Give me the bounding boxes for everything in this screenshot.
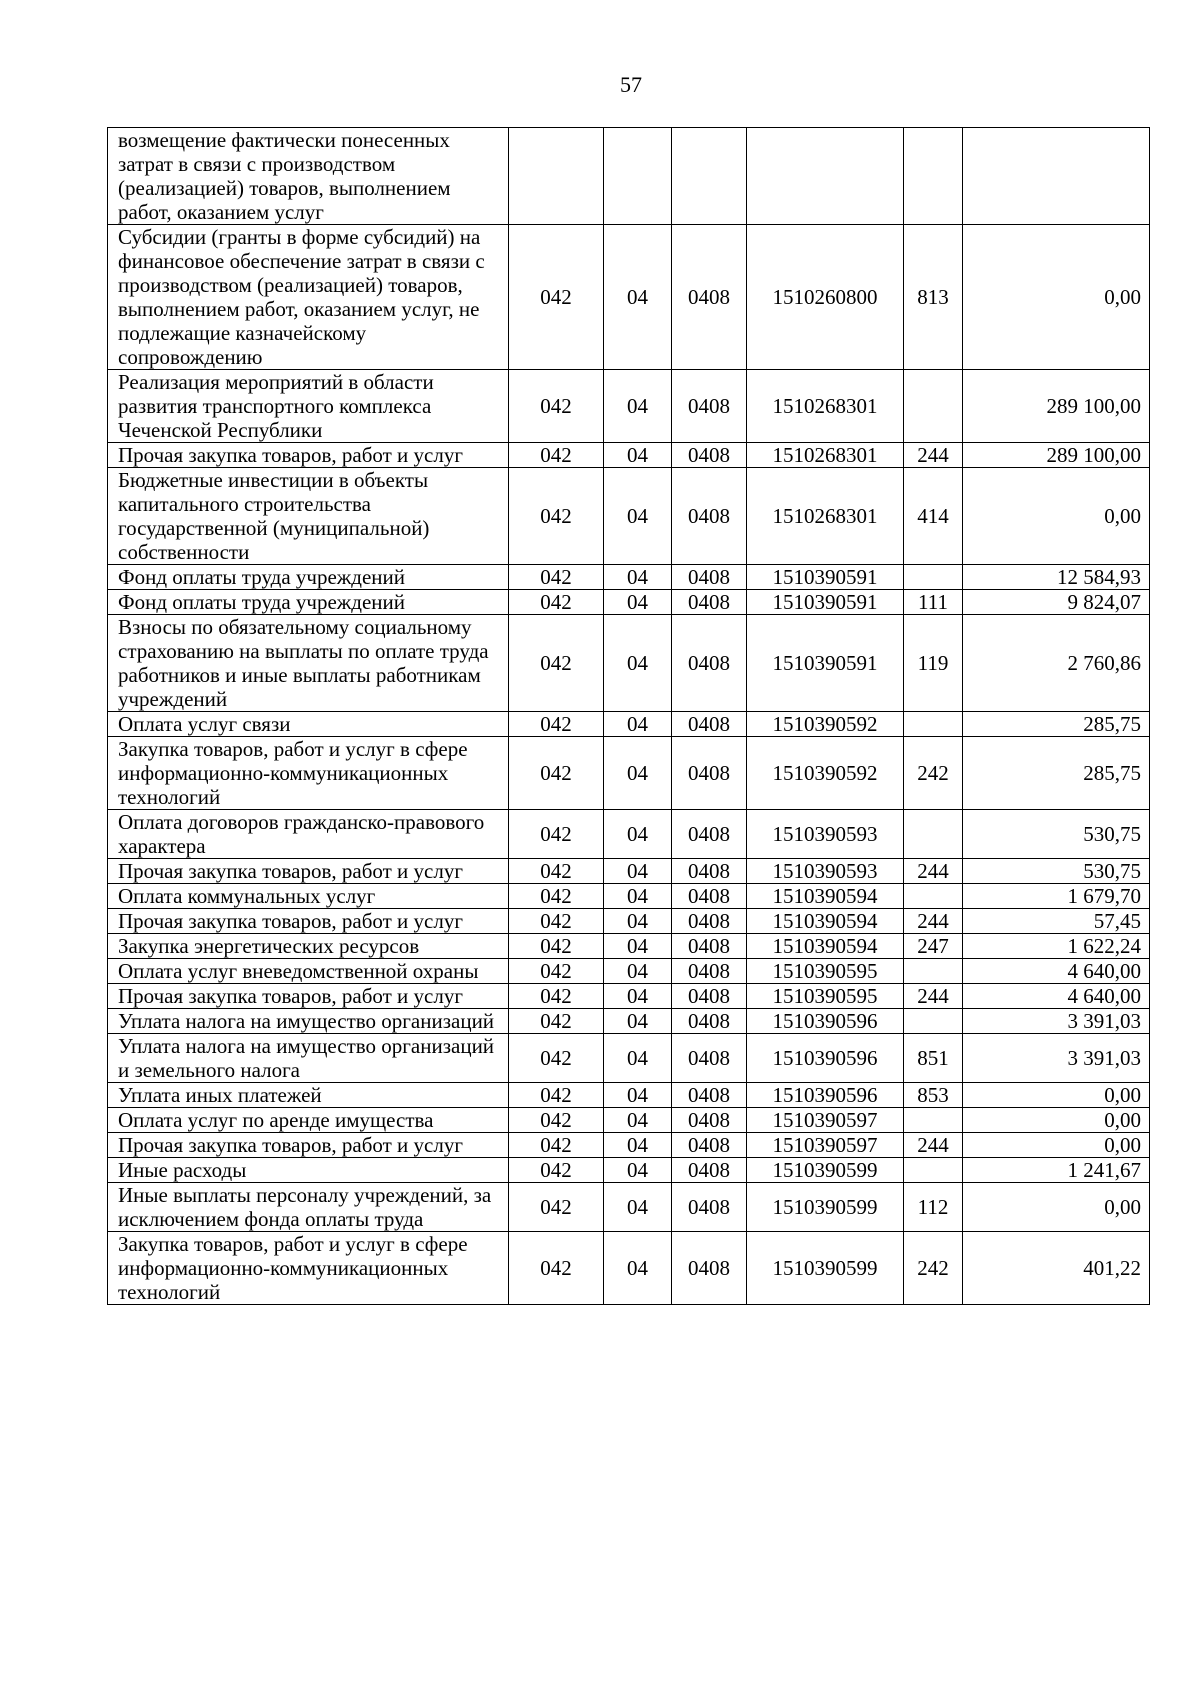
cell-subsection-code: 0408 bbox=[672, 615, 747, 712]
cell-subsection-code: 0408 bbox=[672, 859, 747, 884]
cell-gr-code: 042 bbox=[509, 909, 604, 934]
cell-amount: 0,00 bbox=[963, 1108, 1150, 1133]
cell-target-code: 1510390594 bbox=[747, 934, 904, 959]
cell-expense-type-code bbox=[904, 370, 963, 443]
cell-expense-type-code: 414 bbox=[904, 468, 963, 565]
cell-section-code: 04 bbox=[604, 615, 672, 712]
cell-section-code: 04 bbox=[604, 1232, 672, 1305]
cell-subsection-code: 0408 bbox=[672, 370, 747, 443]
cell-target-code: 1510390596 bbox=[747, 1083, 904, 1108]
cell-gr-code bbox=[509, 128, 604, 225]
table-row bbox=[108, 565, 1150, 590]
cell-gr-code: 042 bbox=[509, 810, 604, 859]
cell-amount: 4 640,00 bbox=[963, 984, 1150, 1009]
table-row bbox=[108, 225, 1150, 370]
cell-gr-code: 042 bbox=[509, 934, 604, 959]
cell-subsection-code: 0408 bbox=[672, 565, 747, 590]
cell-target-code: 1510390597 bbox=[747, 1108, 904, 1133]
cell-subsection-code: 0408 bbox=[672, 1009, 747, 1034]
cell-target-code: 1510390594 bbox=[747, 909, 904, 934]
cell-amount: 0,00 bbox=[963, 225, 1150, 370]
cell-gr-code: 042 bbox=[509, 959, 604, 984]
cell-amount bbox=[963, 128, 1150, 225]
cell-amount: 4 640,00 bbox=[963, 959, 1150, 984]
cell-amount: 0,00 bbox=[963, 1133, 1150, 1158]
table-row bbox=[108, 590, 1150, 615]
cell-name: Оплата коммунальных услуг bbox=[108, 884, 509, 909]
cell-name: Реализация мероприятий в области развития транспортного комплекса Чеченской Республики bbox=[108, 370, 509, 443]
cell-name: Субсидии (гранты в форме субсидий) на финансовое обеспечение затрат в связи с производством (реализацией) товаров, выполнением работ, оказанием услуг, не подлежащие казначейскому сопровождению bbox=[108, 225, 509, 370]
cell-target-code: 1510390592 bbox=[747, 737, 904, 810]
table-row bbox=[108, 370, 1150, 443]
cell-section-code: 04 bbox=[604, 1183, 672, 1232]
cell-name: Оплата договоров гражданско-правового характера bbox=[108, 810, 509, 859]
cell-target-code: 1510390593 bbox=[747, 859, 904, 884]
cell-name: Иные выплаты персоналу учреждений, за исключением фонда оплаты труда bbox=[108, 1183, 509, 1232]
cell-subsection-code: 0408 bbox=[672, 1133, 747, 1158]
cell-amount: 3 391,03 bbox=[963, 1034, 1150, 1083]
table-row bbox=[108, 1034, 1150, 1083]
cell-section-code: 04 bbox=[604, 737, 672, 810]
cell-expense-type-code bbox=[904, 1009, 963, 1034]
cell-name: Прочая закупка товаров, работ и услуг bbox=[108, 859, 509, 884]
cell-section-code: 04 bbox=[604, 959, 672, 984]
cell-expense-type-code: 242 bbox=[904, 1232, 963, 1305]
cell-target-code bbox=[747, 128, 904, 225]
cell-name: Закупка энергетических ресурсов bbox=[108, 934, 509, 959]
cell-subsection-code: 0408 bbox=[672, 984, 747, 1009]
cell-amount: 57,45 bbox=[963, 909, 1150, 934]
cell-amount: 285,75 bbox=[963, 712, 1150, 737]
cell-subsection-code: 0408 bbox=[672, 712, 747, 737]
cell-name: Взносы по обязательному социальному страхованию на выплаты по оплате труда работников и иные выплаты работникам учреждений bbox=[108, 615, 509, 712]
cell-amount: 530,75 bbox=[963, 859, 1150, 884]
cell-subsection-code: 0408 bbox=[672, 1232, 747, 1305]
cell-target-code: 1510390593 bbox=[747, 810, 904, 859]
cell-expense-type-code: 244 bbox=[904, 909, 963, 934]
cell-gr-code: 042 bbox=[509, 712, 604, 737]
cell-section-code: 04 bbox=[604, 468, 672, 565]
cell-target-code: 1510390591 bbox=[747, 590, 904, 615]
cell-target-code: 1510268301 bbox=[747, 468, 904, 565]
cell-target-code: 1510390595 bbox=[747, 959, 904, 984]
cell-expense-type-code: 112 bbox=[904, 1183, 963, 1232]
cell-section-code: 04 bbox=[604, 1083, 672, 1108]
budget-table bbox=[107, 127, 1150, 1305]
table-row bbox=[108, 1158, 1150, 1183]
cell-expense-type-code: 851 bbox=[904, 1034, 963, 1083]
table-row bbox=[108, 128, 1150, 225]
cell-target-code: 1510390591 bbox=[747, 565, 904, 590]
cell-target-code: 1510390594 bbox=[747, 884, 904, 909]
cell-target-code: 1510268301 bbox=[747, 370, 904, 443]
cell-subsection-code: 0408 bbox=[672, 810, 747, 859]
cell-name: Оплата услуг вневедомственной охраны bbox=[108, 959, 509, 984]
cell-target-code: 1510390599 bbox=[747, 1158, 904, 1183]
cell-section-code: 04 bbox=[604, 1009, 672, 1034]
cell-target-code: 1510260800 bbox=[747, 225, 904, 370]
cell-target-code: 1510390596 bbox=[747, 1034, 904, 1083]
cell-subsection-code: 0408 bbox=[672, 737, 747, 810]
cell-amount: 1 241,67 bbox=[963, 1158, 1150, 1183]
cell-target-code: 1510390591 bbox=[747, 615, 904, 712]
cell-gr-code: 042 bbox=[509, 443, 604, 468]
table-row bbox=[108, 810, 1150, 859]
cell-target-code: 1510390592 bbox=[747, 712, 904, 737]
cell-expense-type-code: 119 bbox=[904, 615, 963, 712]
cell-name: Бюджетные инвестиции в объекты капитального строительства государственной (муниципальной) собственности bbox=[108, 468, 509, 565]
cell-gr-code: 042 bbox=[509, 1232, 604, 1305]
table-row bbox=[108, 1108, 1150, 1133]
cell-section-code: 04 bbox=[604, 590, 672, 615]
cell-gr-code: 042 bbox=[509, 884, 604, 909]
cell-gr-code: 042 bbox=[509, 1083, 604, 1108]
cell-expense-type-code bbox=[904, 565, 963, 590]
cell-expense-type-code: 247 bbox=[904, 934, 963, 959]
cell-name: Прочая закупка товаров, работ и услуг bbox=[108, 1133, 509, 1158]
cell-name: Фонд оплаты труда учреждений bbox=[108, 565, 509, 590]
cell-gr-code: 042 bbox=[509, 1183, 604, 1232]
cell-expense-type-code bbox=[904, 712, 963, 737]
cell-section-code: 04 bbox=[604, 859, 672, 884]
cell-section-code: 04 bbox=[604, 1034, 672, 1083]
cell-section-code: 04 bbox=[604, 370, 672, 443]
cell-amount: 289 100,00 bbox=[963, 370, 1150, 443]
cell-amount: 2 760,86 bbox=[963, 615, 1150, 712]
cell-amount: 0,00 bbox=[963, 468, 1150, 565]
cell-section-code: 04 bbox=[604, 884, 672, 909]
cell-expense-type-code: 244 bbox=[904, 859, 963, 884]
cell-section-code: 04 bbox=[604, 810, 672, 859]
cell-expense-type-code bbox=[904, 810, 963, 859]
cell-name: Закупка товаров, работ и услуг в сфере информационно-коммуникационных технологий bbox=[108, 1232, 509, 1305]
cell-section-code: 04 bbox=[604, 443, 672, 468]
cell-section-code: 04 bbox=[604, 1133, 672, 1158]
cell-name: Прочая закупка товаров, работ и услуг bbox=[108, 443, 509, 468]
cell-gr-code: 042 bbox=[509, 370, 604, 443]
cell-name: Уплата налога на имущество организаций и земельного налога bbox=[108, 1034, 509, 1083]
cell-expense-type-code bbox=[904, 959, 963, 984]
cell-subsection-code: 0408 bbox=[672, 443, 747, 468]
cell-target-code: 1510268301 bbox=[747, 443, 904, 468]
table-row bbox=[108, 959, 1150, 984]
cell-subsection-code: 0408 bbox=[672, 884, 747, 909]
cell-subsection-code: 0408 bbox=[672, 1183, 747, 1232]
cell-subsection-code: 0408 bbox=[672, 468, 747, 565]
cell-expense-type-code bbox=[904, 1158, 963, 1183]
table-row bbox=[108, 712, 1150, 737]
table-row bbox=[108, 1133, 1150, 1158]
cell-section-code: 04 bbox=[604, 565, 672, 590]
cell-name: Фонд оплаты труда учреждений bbox=[108, 590, 509, 615]
cell-amount: 9 824,07 bbox=[963, 590, 1150, 615]
cell-name: Уплата иных платежей bbox=[108, 1083, 509, 1108]
cell-expense-type-code: 111 bbox=[904, 590, 963, 615]
table-row bbox=[108, 859, 1150, 884]
table-row bbox=[108, 1183, 1150, 1232]
cell-expense-type-code: 242 bbox=[904, 737, 963, 810]
table-row bbox=[108, 909, 1150, 934]
cell-target-code: 1510390595 bbox=[747, 984, 904, 1009]
table-row bbox=[108, 443, 1150, 468]
cell-expense-type-code: 813 bbox=[904, 225, 963, 370]
cell-expense-type-code: 244 bbox=[904, 443, 963, 468]
cell-amount: 0,00 bbox=[963, 1183, 1150, 1232]
table-row bbox=[108, 1009, 1150, 1034]
cell-expense-type-code: 244 bbox=[904, 1133, 963, 1158]
cell-expense-type-code: 244 bbox=[904, 984, 963, 1009]
cell-gr-code: 042 bbox=[509, 1158, 604, 1183]
cell-gr-code: 042 bbox=[509, 468, 604, 565]
cell-gr-code: 042 bbox=[509, 225, 604, 370]
cell-expense-type-code bbox=[904, 1108, 963, 1133]
cell-section-code: 04 bbox=[604, 909, 672, 934]
table-row bbox=[108, 615, 1150, 712]
cell-amount: 289 100,00 bbox=[963, 443, 1150, 468]
cell-gr-code: 042 bbox=[509, 615, 604, 712]
cell-target-code: 1510390596 bbox=[747, 1009, 904, 1034]
cell-name: Оплата услуг по аренде имущества bbox=[108, 1108, 509, 1133]
cell-name: Прочая закупка товаров, работ и услуг bbox=[108, 909, 509, 934]
cell-target-code: 1510390599 bbox=[747, 1183, 904, 1232]
cell-target-code: 1510390597 bbox=[747, 1133, 904, 1158]
cell-amount: 285,75 bbox=[963, 737, 1150, 810]
cell-section-code: 04 bbox=[604, 225, 672, 370]
cell-target-code: 1510390599 bbox=[747, 1232, 904, 1305]
table-body bbox=[108, 128, 1150, 1305]
cell-section-code bbox=[604, 128, 672, 225]
cell-name: Закупка товаров, работ и услуг в сфере информационно-коммуникационных технологий bbox=[108, 737, 509, 810]
cell-amount: 1 679,70 bbox=[963, 884, 1150, 909]
cell-amount: 401,22 bbox=[963, 1232, 1150, 1305]
table-row bbox=[108, 468, 1150, 565]
cell-subsection-code: 0408 bbox=[672, 1034, 747, 1083]
cell-gr-code: 042 bbox=[509, 737, 604, 810]
cell-name: Иные расходы bbox=[108, 1158, 509, 1183]
cell-gr-code: 042 bbox=[509, 1133, 604, 1158]
cell-subsection-code: 0408 bbox=[672, 1158, 747, 1183]
cell-gr-code: 042 bbox=[509, 1009, 604, 1034]
cell-section-code: 04 bbox=[604, 984, 672, 1009]
cell-section-code: 04 bbox=[604, 712, 672, 737]
table-row bbox=[108, 737, 1150, 810]
cell-subsection-code bbox=[672, 128, 747, 225]
cell-gr-code: 042 bbox=[509, 1108, 604, 1133]
table-row bbox=[108, 884, 1150, 909]
table-row bbox=[108, 1083, 1150, 1108]
cell-subsection-code: 0408 bbox=[672, 909, 747, 934]
cell-gr-code: 042 bbox=[509, 859, 604, 884]
cell-expense-type-code bbox=[904, 884, 963, 909]
cell-section-code: 04 bbox=[604, 934, 672, 959]
cell-subsection-code: 0408 bbox=[672, 590, 747, 615]
cell-subsection-code: 0408 bbox=[672, 225, 747, 370]
cell-subsection-code: 0408 bbox=[672, 934, 747, 959]
cell-subsection-code: 0408 bbox=[672, 1083, 747, 1108]
cell-amount: 3 391,03 bbox=[963, 1009, 1150, 1034]
cell-amount: 1 622,24 bbox=[963, 934, 1150, 959]
table-row bbox=[108, 934, 1150, 959]
cell-name: Оплата услуг связи bbox=[108, 712, 509, 737]
cell-section-code: 04 bbox=[604, 1158, 672, 1183]
table-row bbox=[108, 984, 1150, 1009]
cell-gr-code: 042 bbox=[509, 984, 604, 1009]
cell-gr-code: 042 bbox=[509, 1034, 604, 1083]
table-row bbox=[108, 1232, 1150, 1305]
cell-subsection-code: 0408 bbox=[672, 1108, 747, 1133]
cell-name: Уплата налога на имущество организаций bbox=[108, 1009, 509, 1034]
cell-amount: 530,75 bbox=[963, 810, 1150, 859]
cell-expense-type-code: 853 bbox=[904, 1083, 963, 1108]
page-number: 57 bbox=[620, 72, 642, 97]
cell-gr-code: 042 bbox=[509, 565, 604, 590]
cell-name: возмещение фактически понесенных затрат в связи с производством (реализацией) товаров, выполнением работ, оказанием услуг bbox=[108, 128, 509, 225]
cell-section-code: 04 bbox=[604, 1108, 672, 1133]
cell-amount: 12 584,93 bbox=[963, 565, 1150, 590]
cell-subsection-code: 0408 bbox=[672, 959, 747, 984]
cell-expense-type-code bbox=[904, 128, 963, 225]
cell-gr-code: 042 bbox=[509, 590, 604, 615]
cell-amount: 0,00 bbox=[963, 1083, 1150, 1108]
cell-name: Прочая закупка товаров, работ и услуг bbox=[108, 984, 509, 1009]
